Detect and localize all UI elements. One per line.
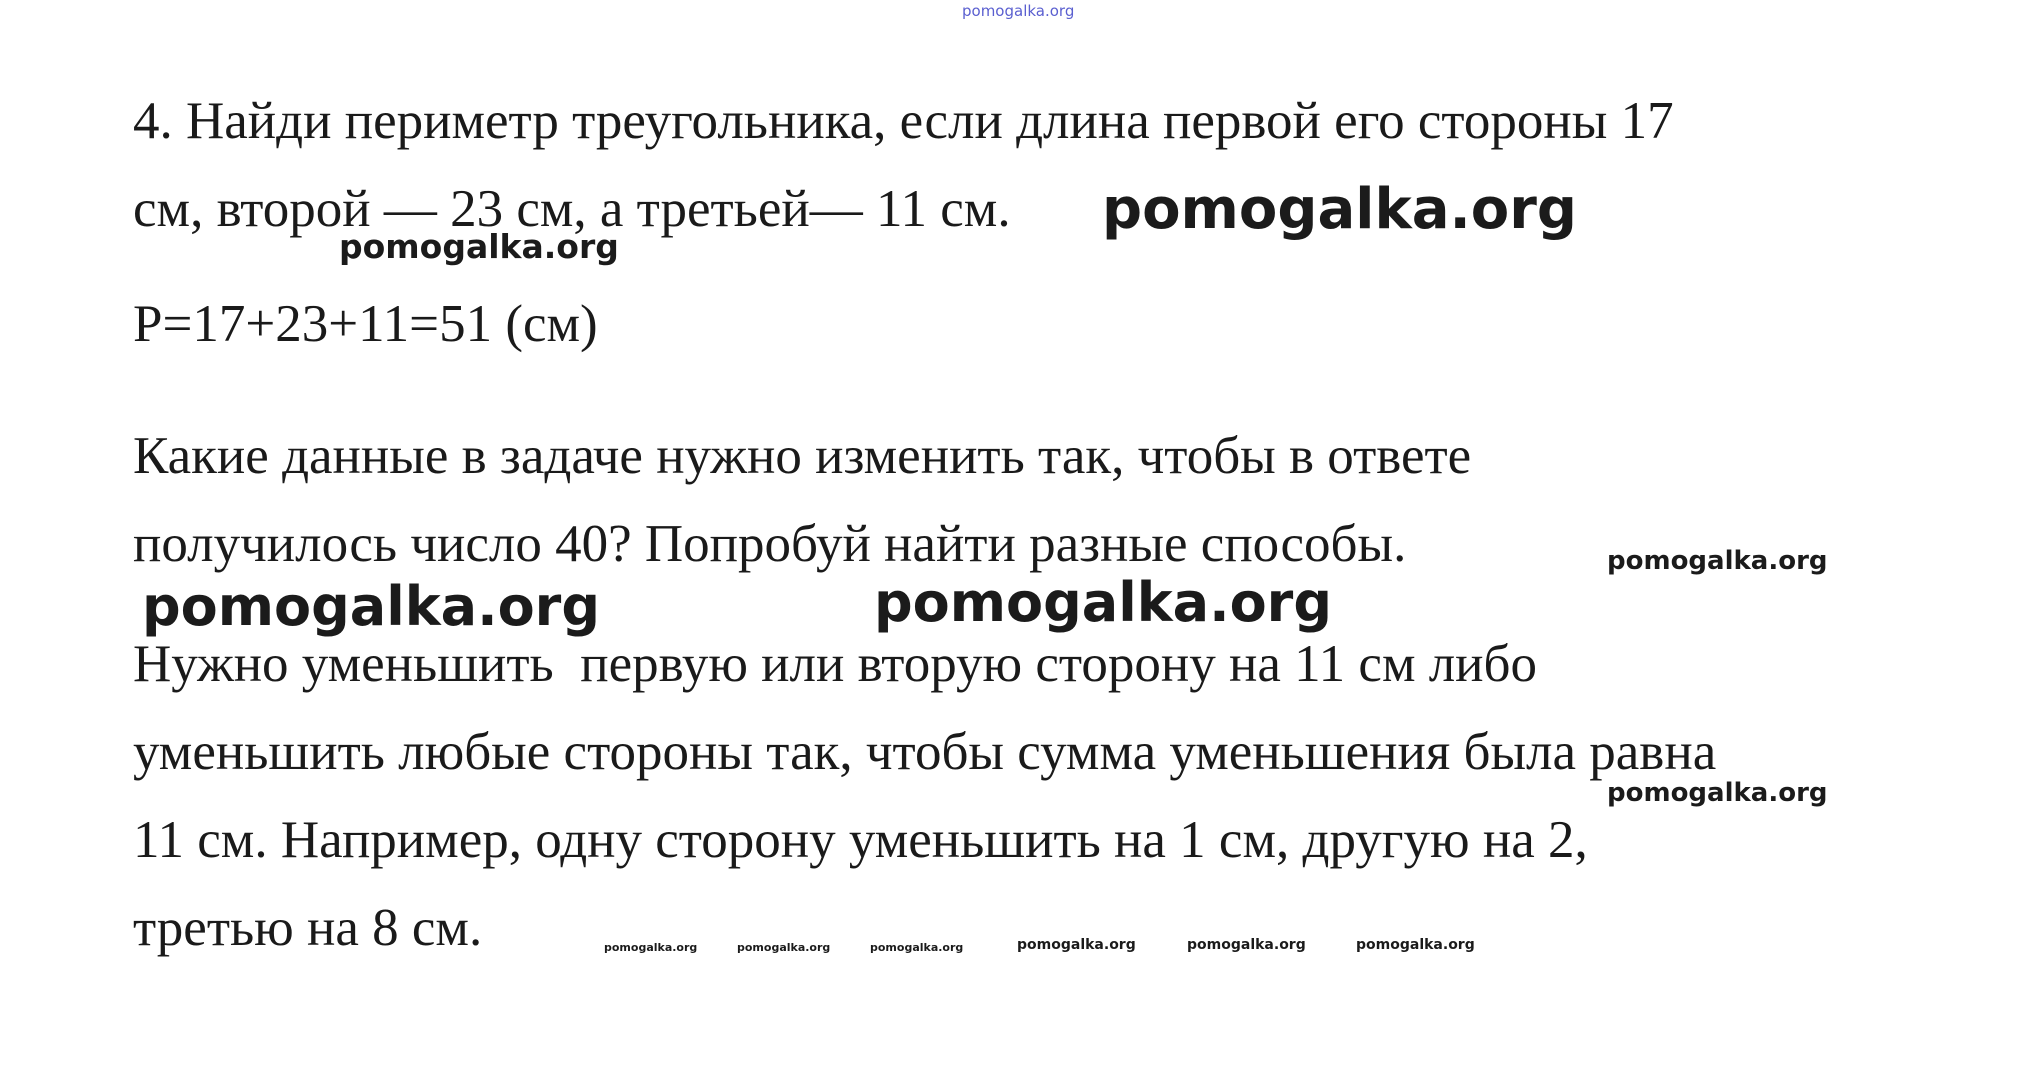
watermark-tiny: pomogalka.org xyxy=(604,941,698,954)
watermark-large: pomogalka.org xyxy=(874,571,1332,634)
watermark-medium: pomogalka.org xyxy=(339,227,619,266)
answer-line-2: уменьшить любые стороны так, чтобы сумма уменьшения была равна xyxy=(133,723,1717,781)
watermark-tiny: pomogalka.org xyxy=(737,941,831,954)
watermark-tiny: pomogalka.org xyxy=(1017,937,1136,953)
watermark-tiny: pomogalka.org xyxy=(1187,937,1306,953)
top-watermark: pomogalka.org xyxy=(962,2,1075,20)
watermark-tiny: pomogalka.org xyxy=(1356,937,1475,953)
answer-line-4: третью на 8 см. xyxy=(133,899,483,957)
solution-line: P=17+23+11=51 (см) xyxy=(133,295,598,353)
answer-line-1: Нужно уменьшить первую или вторую сторону на 11 см либо xyxy=(133,635,1538,693)
task-line-2: см, второй — 23 см, а третьей— 11 см. xyxy=(133,180,1011,238)
question-line-2: получилось число 40? Попробуй найти разные способы. xyxy=(133,515,1407,573)
watermark-small: pomogalka.org xyxy=(1607,546,1828,576)
question-line-1: Какие данные в задаче нужно изменить так, чтобы в ответе xyxy=(133,427,1472,485)
answer-line-3: 11 см. Например, одну сторону уменьшить на 1 см, другую на 2, xyxy=(133,811,1588,869)
watermark-large: pomogalka.org xyxy=(142,575,600,638)
task-line-1: 4. Найди периметр треугольника, если длина первой его стороны 17 xyxy=(133,92,1674,150)
watermark-small: pomogalka.org xyxy=(1607,778,1828,808)
watermark-tiny: pomogalka.org xyxy=(870,941,964,954)
watermark-large: pomogalka.org xyxy=(1102,177,1577,242)
